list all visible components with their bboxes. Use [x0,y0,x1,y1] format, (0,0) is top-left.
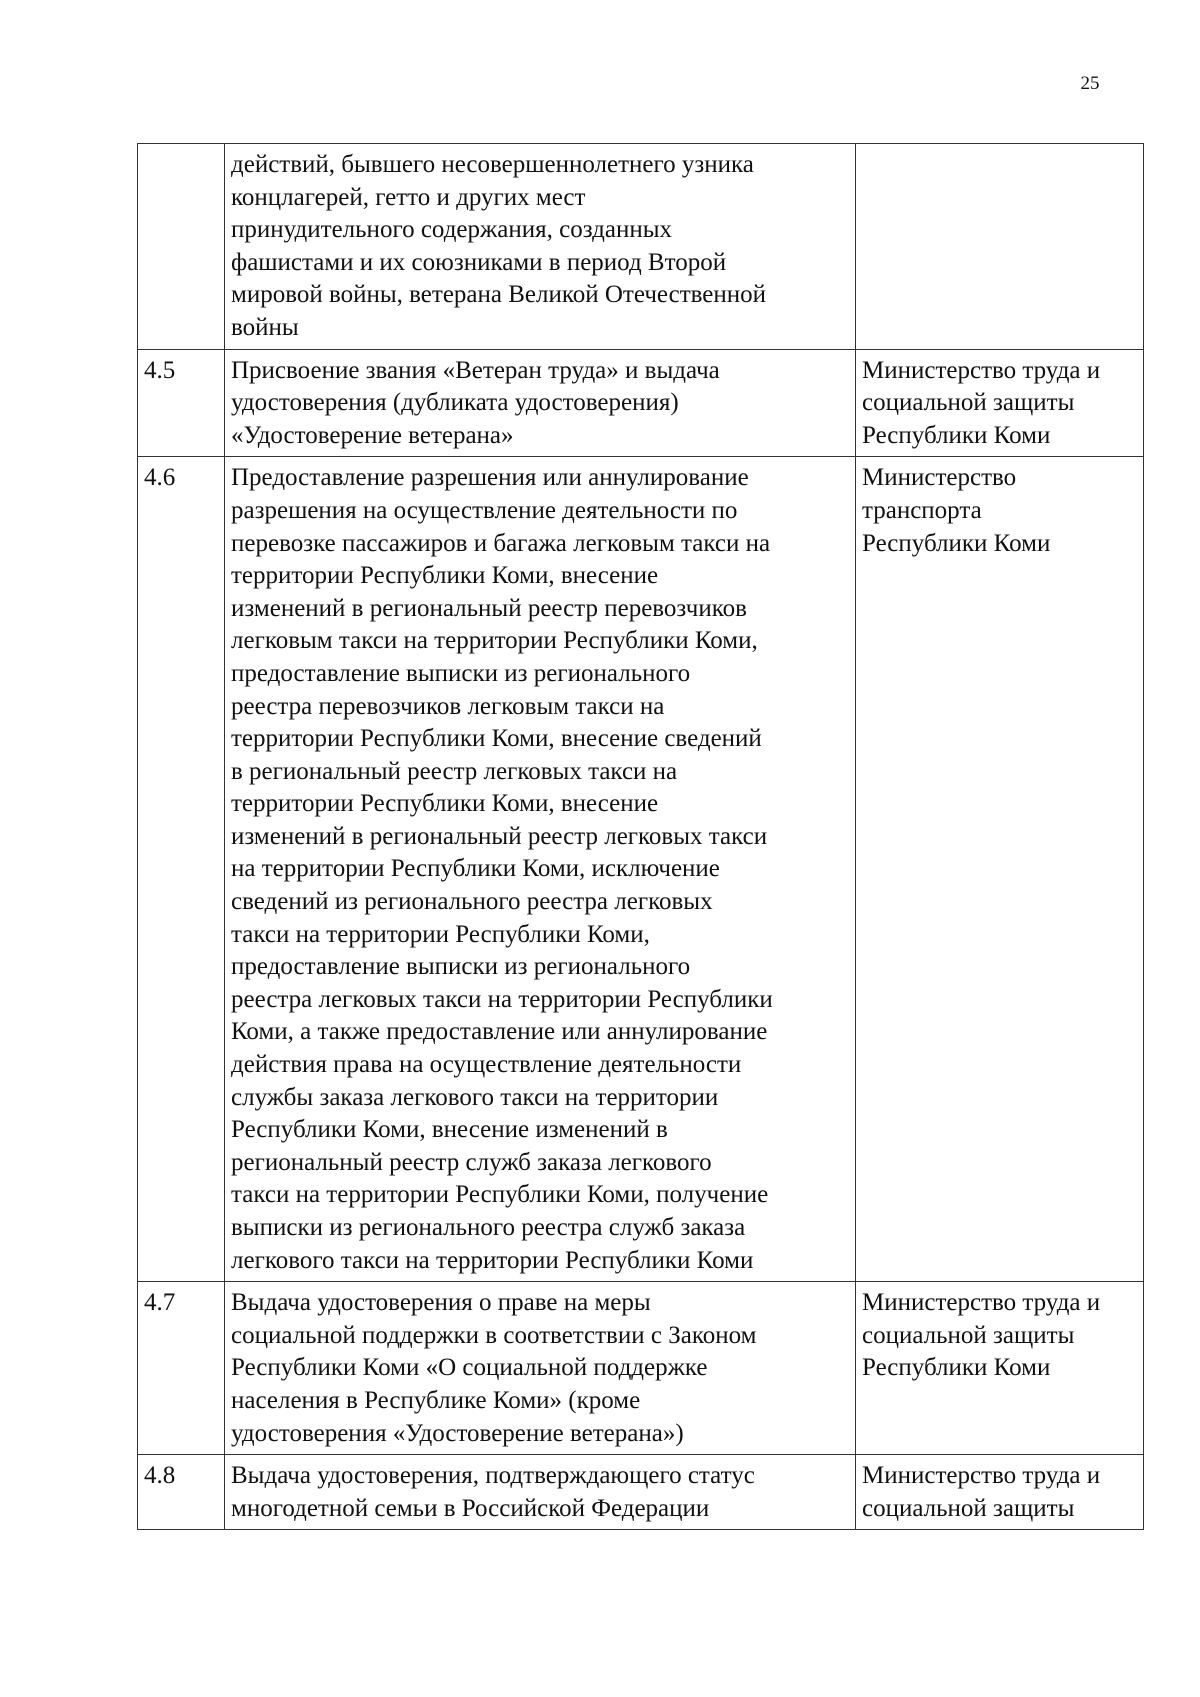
responsible-body-cell [856,1455,1144,1530]
row-number-cell [138,144,225,350]
page-number: 25 [1080,73,1100,94]
table-row [138,349,1144,457]
service-name-cell [225,144,856,350]
service-name-line: в региональный реестр легковых такси на [231,757,678,785]
service-name-line: Выдача удостоверения о праве на меры [231,1289,651,1317]
row-number: 4.7 [144,1289,176,1317]
service-name-line: Коми, а также предоставление или аннулирование [231,1018,768,1046]
service-name-line: действий, бывшего несовершеннолетнего узника [231,151,754,178]
responsible-body-line: социальной защиты [862,389,1075,417]
service-name-line: территории Республики Коми, внесение сведений [231,725,762,753]
responsible-body-cell [856,144,1144,350]
service-name-line: такси на территории Республики Коми, [231,920,650,948]
service-name-line: службы заказа легкового такси на территории [231,1083,719,1111]
service-name-line: легковым такси на территории Республики Коми, [231,627,758,655]
service-name-line: действия права на осуществление деятельности [231,1051,742,1079]
service-name-line: изменений в региональный реестр легковых такси [231,822,768,850]
responsible-body-cell [856,1282,1144,1455]
service-name-line: такси на территории Республики Коми, получение [231,1181,769,1209]
responsible-body-line: социальной защиты [862,1321,1075,1349]
table-row [138,1455,1144,1530]
service-name-line: принудительного содержания, созданных [231,216,673,244]
responsible-body-line: Министерство труда и [862,1289,1101,1317]
service-name-line: социальной поддержки в соответствии с Законом [231,1321,757,1349]
service-name-line: «Удостоверение ветерана» [231,421,514,449]
service-name-line: фашистами и их союзниками в период Второй [231,248,727,276]
service-name-line: Присвоение звания «Ветеран труда» и выдача [231,356,720,384]
row-number-cell [138,1455,225,1530]
row-number: 4.8 [144,1462,176,1490]
service-name-line: Предоставление разрешения или аннулирование [231,464,749,492]
table-row [138,457,1144,1282]
service-name-line: предоставление выписки из регионального [231,953,691,981]
table-row [138,1282,1144,1455]
service-name-line: Республики Коми, внесение изменений в [231,1116,668,1144]
service-name-line: перевозке пассажиров и багажа легковым такси на [231,529,771,557]
row-number: 4.6 [144,464,176,492]
row-number-cell [138,349,225,457]
service-name-line: предоставление выписки из регионального [231,659,691,687]
responsible-body-line: Министерство [862,464,1017,492]
responsible-body-cell [856,457,1144,1282]
service-name-line: войны [231,313,299,341]
service-name-cell [225,1282,856,1455]
responsible-body-line: Республики Коми [862,529,1051,557]
service-name-line: легкового такси на территории Республики Коми [231,1246,754,1274]
service-name-line: населения в Республике Коми» (кроме [231,1386,641,1414]
service-name-line: выписки из регионального реестра служб заказа [231,1214,746,1241]
service-name-line: многодетной семьи в Российской Федерации [231,1494,710,1522]
service-name-line: изменений в региональный реестр перевозчиков [231,594,747,622]
responsible-body-line: Республики Коми [862,1354,1051,1382]
service-name-line: сведений из регионального реестра легковых [231,888,713,916]
service-name-line: региональный реестр служб заказа легкового [231,1148,712,1176]
responsible-body-line: транспорта [862,496,982,524]
responsible-body-line: Министерство труда и [862,356,1101,384]
service-name-line: реестра перевозчиков легковым такси на [231,692,665,720]
service-name-line: Республики Коми «О социальной поддержке [231,1354,708,1382]
service-name-line: территории Республики Коми, внесение [231,790,659,818]
service-name-cell [225,457,856,1282]
service-name-line: на территории Республики Коми, исключение [231,855,720,883]
service-name-line: территории Республики Коми, внесение [231,562,659,590]
service-name-line: мировой войны, ветерана Великой Отечественной [231,281,767,309]
service-name-cell [225,349,856,457]
service-name-line: разрешения на осуществление деятельности по [231,496,738,524]
service-name-line: реестра легковых такси на территории Республики [231,985,773,1013]
services-table [137,143,1144,1530]
row-number-cell [138,1282,225,1455]
row-number: 4.5 [144,356,176,384]
responsible-body-cell [856,349,1144,457]
service-name-line: концлагерей, гетто и других мест [231,183,586,211]
service-name-line: Выдача удостоверения, подтверждающего статус [231,1462,755,1490]
service-name-line: удостоверения «Удостоверение ветерана») [231,1419,684,1447]
responsible-body-line: социальной защиты [862,1494,1075,1522]
service-name-line: удостоверения (дубликата удостоверения) [231,389,679,417]
service-name-cell [225,1455,856,1530]
services-table-body [138,144,1144,1530]
responsible-body-line: Республики Коми [862,421,1051,449]
responsible-body-line: Министерство труда и [862,1462,1101,1490]
table-row [138,144,1144,350]
row-number-cell [138,457,225,1282]
